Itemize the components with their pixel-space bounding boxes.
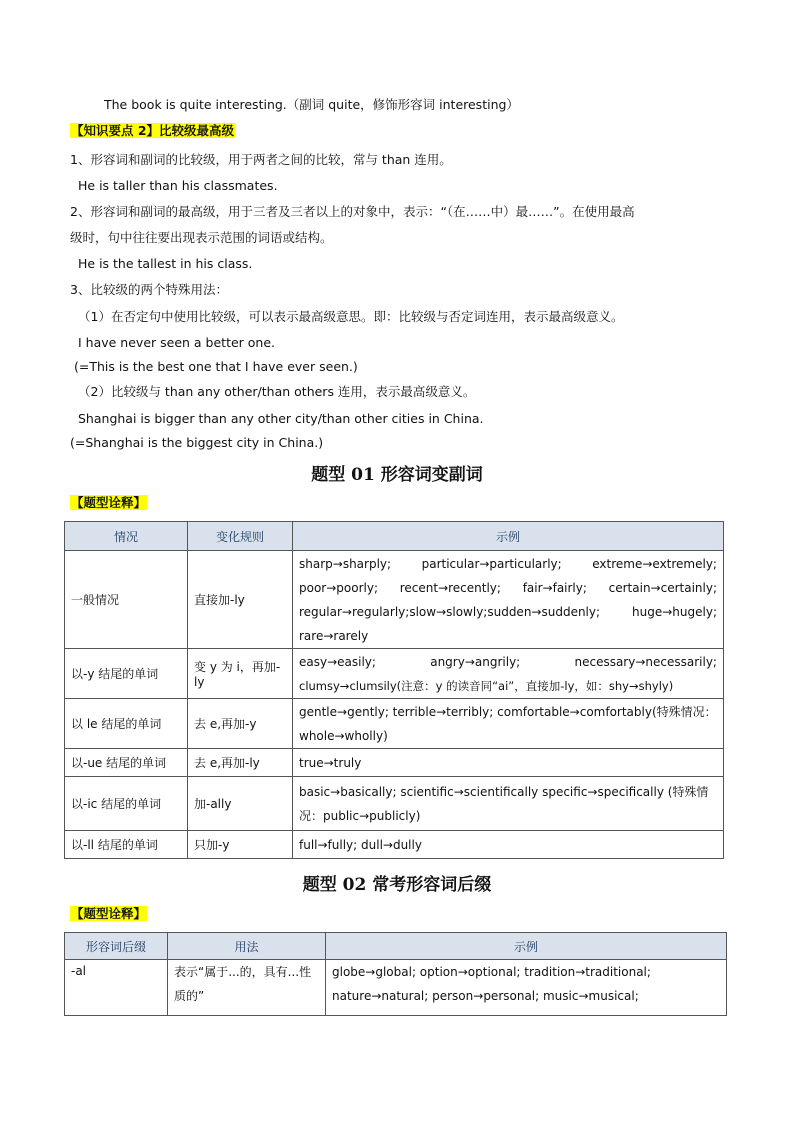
- rule-cell: 变 y 为 i，再加-ly: [188, 649, 293, 699]
- examples-cell: true→truly: [293, 749, 724, 777]
- example-item: extreme→extremely;: [592, 556, 717, 571]
- example-item: clumsy→clumsily(注意：y 的读音同“ai”，直接加-ly，如：shy→shyly): [299, 678, 674, 693]
- rule-cell: 去 e,再加-y: [188, 699, 293, 749]
- column-header: 变化规则: [188, 522, 293, 551]
- column-header: 示例: [293, 522, 724, 551]
- table-row: [65, 831, 724, 859]
- case-cell: 以 le 结尾的单词: [65, 699, 188, 749]
- column-header: 示例: [326, 933, 727, 960]
- text-line: （2）比较级与 than any other/than others 连用，表示最高级意义。: [78, 384, 476, 399]
- table-row: [65, 699, 724, 749]
- example-item: certain→certainly;: [608, 580, 717, 595]
- examples-cell: [293, 649, 724, 699]
- example-item: rare→rarely: [299, 628, 369, 643]
- table-row: [65, 749, 724, 777]
- example-item: regular→regularly;slow→slowly;sudden→suddenly;: [299, 604, 601, 619]
- text-line: 级时，句中往往要出现表示范围的词语或结构。: [70, 230, 333, 245]
- usage-cell: 表示“属于...的，具有...性质的”: [168, 960, 326, 1016]
- rule-cell: 直接加-ly: [188, 551, 293, 649]
- text-line: （1）在否定句中使用比较级，可以表示最高级意思。即：比较级与否定词连用，表示最高级意义。: [78, 309, 624, 324]
- rule-cell: 只加-y: [188, 831, 293, 859]
- example-item: poor→poorly;: [299, 580, 379, 595]
- table-header-row: [65, 933, 727, 960]
- section-heading: [70, 122, 235, 140]
- rule-cell: 去 e,再加-ly: [188, 749, 293, 777]
- example-item: huge→hugely;: [632, 604, 717, 619]
- section1-tag: [70, 494, 147, 512]
- table-row: [65, 960, 727, 1016]
- example-item: sharp→sharply;: [299, 556, 392, 571]
- example-sentence: He is the tallest in his class.: [78, 256, 253, 271]
- section2-title: 题型 02 常考形容词后缀: [302, 875, 492, 895]
- example-item: fair→fairly;: [522, 580, 587, 595]
- examples-cell: basic→basically; scientific→scientifically specific→specifically (特殊情况：public→publicly): [293, 777, 724, 831]
- example-sentence: (=Shanghai is the biggest city in China.): [70, 435, 324, 450]
- suffix-table: [64, 932, 727, 1016]
- example-item: necessary→necessarily;: [574, 654, 717, 669]
- example-item: easy→easily;: [299, 654, 376, 669]
- column-header: 形容词后缀: [65, 933, 168, 960]
- text-line: 2、形容词和副词的最高级，用于三者及三者以上的对象中，表示：“（在……中）最……”。在使用最高: [70, 204, 635, 219]
- examples-cell: full→fully; dull→dully: [293, 831, 724, 859]
- case-cell: 以-ll 结尾的单词: [65, 831, 188, 859]
- section1-title: 题型 01 形容词变副词: [311, 465, 483, 485]
- example-sentence: (=This is the best one that I have ever seen.): [74, 359, 358, 374]
- example-sentence: He is taller than his classmates.: [78, 178, 278, 193]
- table-header-row: [65, 522, 724, 551]
- text-line: 1、形容词和副词的比较级，用于两者之间的比较，常与 than 连用。: [70, 152, 452, 167]
- example-item: angry→angrily;: [430, 654, 521, 669]
- highlight-tag: 【题型诠释】: [71, 495, 147, 510]
- case-cell: 以-ic 结尾的单词: [65, 777, 188, 831]
- text-line: The book is quite interesting.（副词 quite，修饰形容词 interesting）: [104, 97, 519, 112]
- rule-cell: 加-ally: [188, 777, 293, 831]
- examples-cell: [326, 960, 727, 1016]
- highlight-tag: 【题型诠释】: [71, 906, 147, 921]
- table-row: [65, 551, 724, 649]
- text-line: 3、比较级的两个特殊用法：: [70, 282, 228, 297]
- example-item: nature→natural; person→personal; music→musical;: [332, 989, 639, 1003]
- adverb-table: [64, 521, 724, 859]
- suffix-cell: -al: [65, 960, 168, 1016]
- example-sentence: Shanghai is bigger than any other city/than other cities in China.: [78, 411, 484, 426]
- case-cell: 以-ue 结尾的单词: [65, 749, 188, 777]
- table-row: [65, 649, 724, 699]
- case-cell: 一般情况: [65, 551, 188, 649]
- example-item: globe→global; option→optional; tradition→traditional;: [332, 965, 651, 979]
- table-row: [65, 777, 724, 831]
- examples-cell: [293, 551, 724, 649]
- examples-cell: gentle→gently; terrible→terribly; comfortable→comfortably(特殊情况：whole→wholly): [293, 699, 724, 749]
- highlight-heading: 【知识要点 2】比较级最高级: [71, 123, 235, 138]
- example-item: particular→particularly;: [421, 556, 562, 571]
- column-header: 情况: [65, 522, 188, 551]
- column-header: 用法: [168, 933, 326, 960]
- example-sentence: I have never seen a better one.: [78, 335, 276, 350]
- section2-tag: [70, 905, 147, 923]
- case-cell: 以-y 结尾的单词: [65, 649, 188, 699]
- example-item: recent→recently;: [399, 580, 501, 595]
